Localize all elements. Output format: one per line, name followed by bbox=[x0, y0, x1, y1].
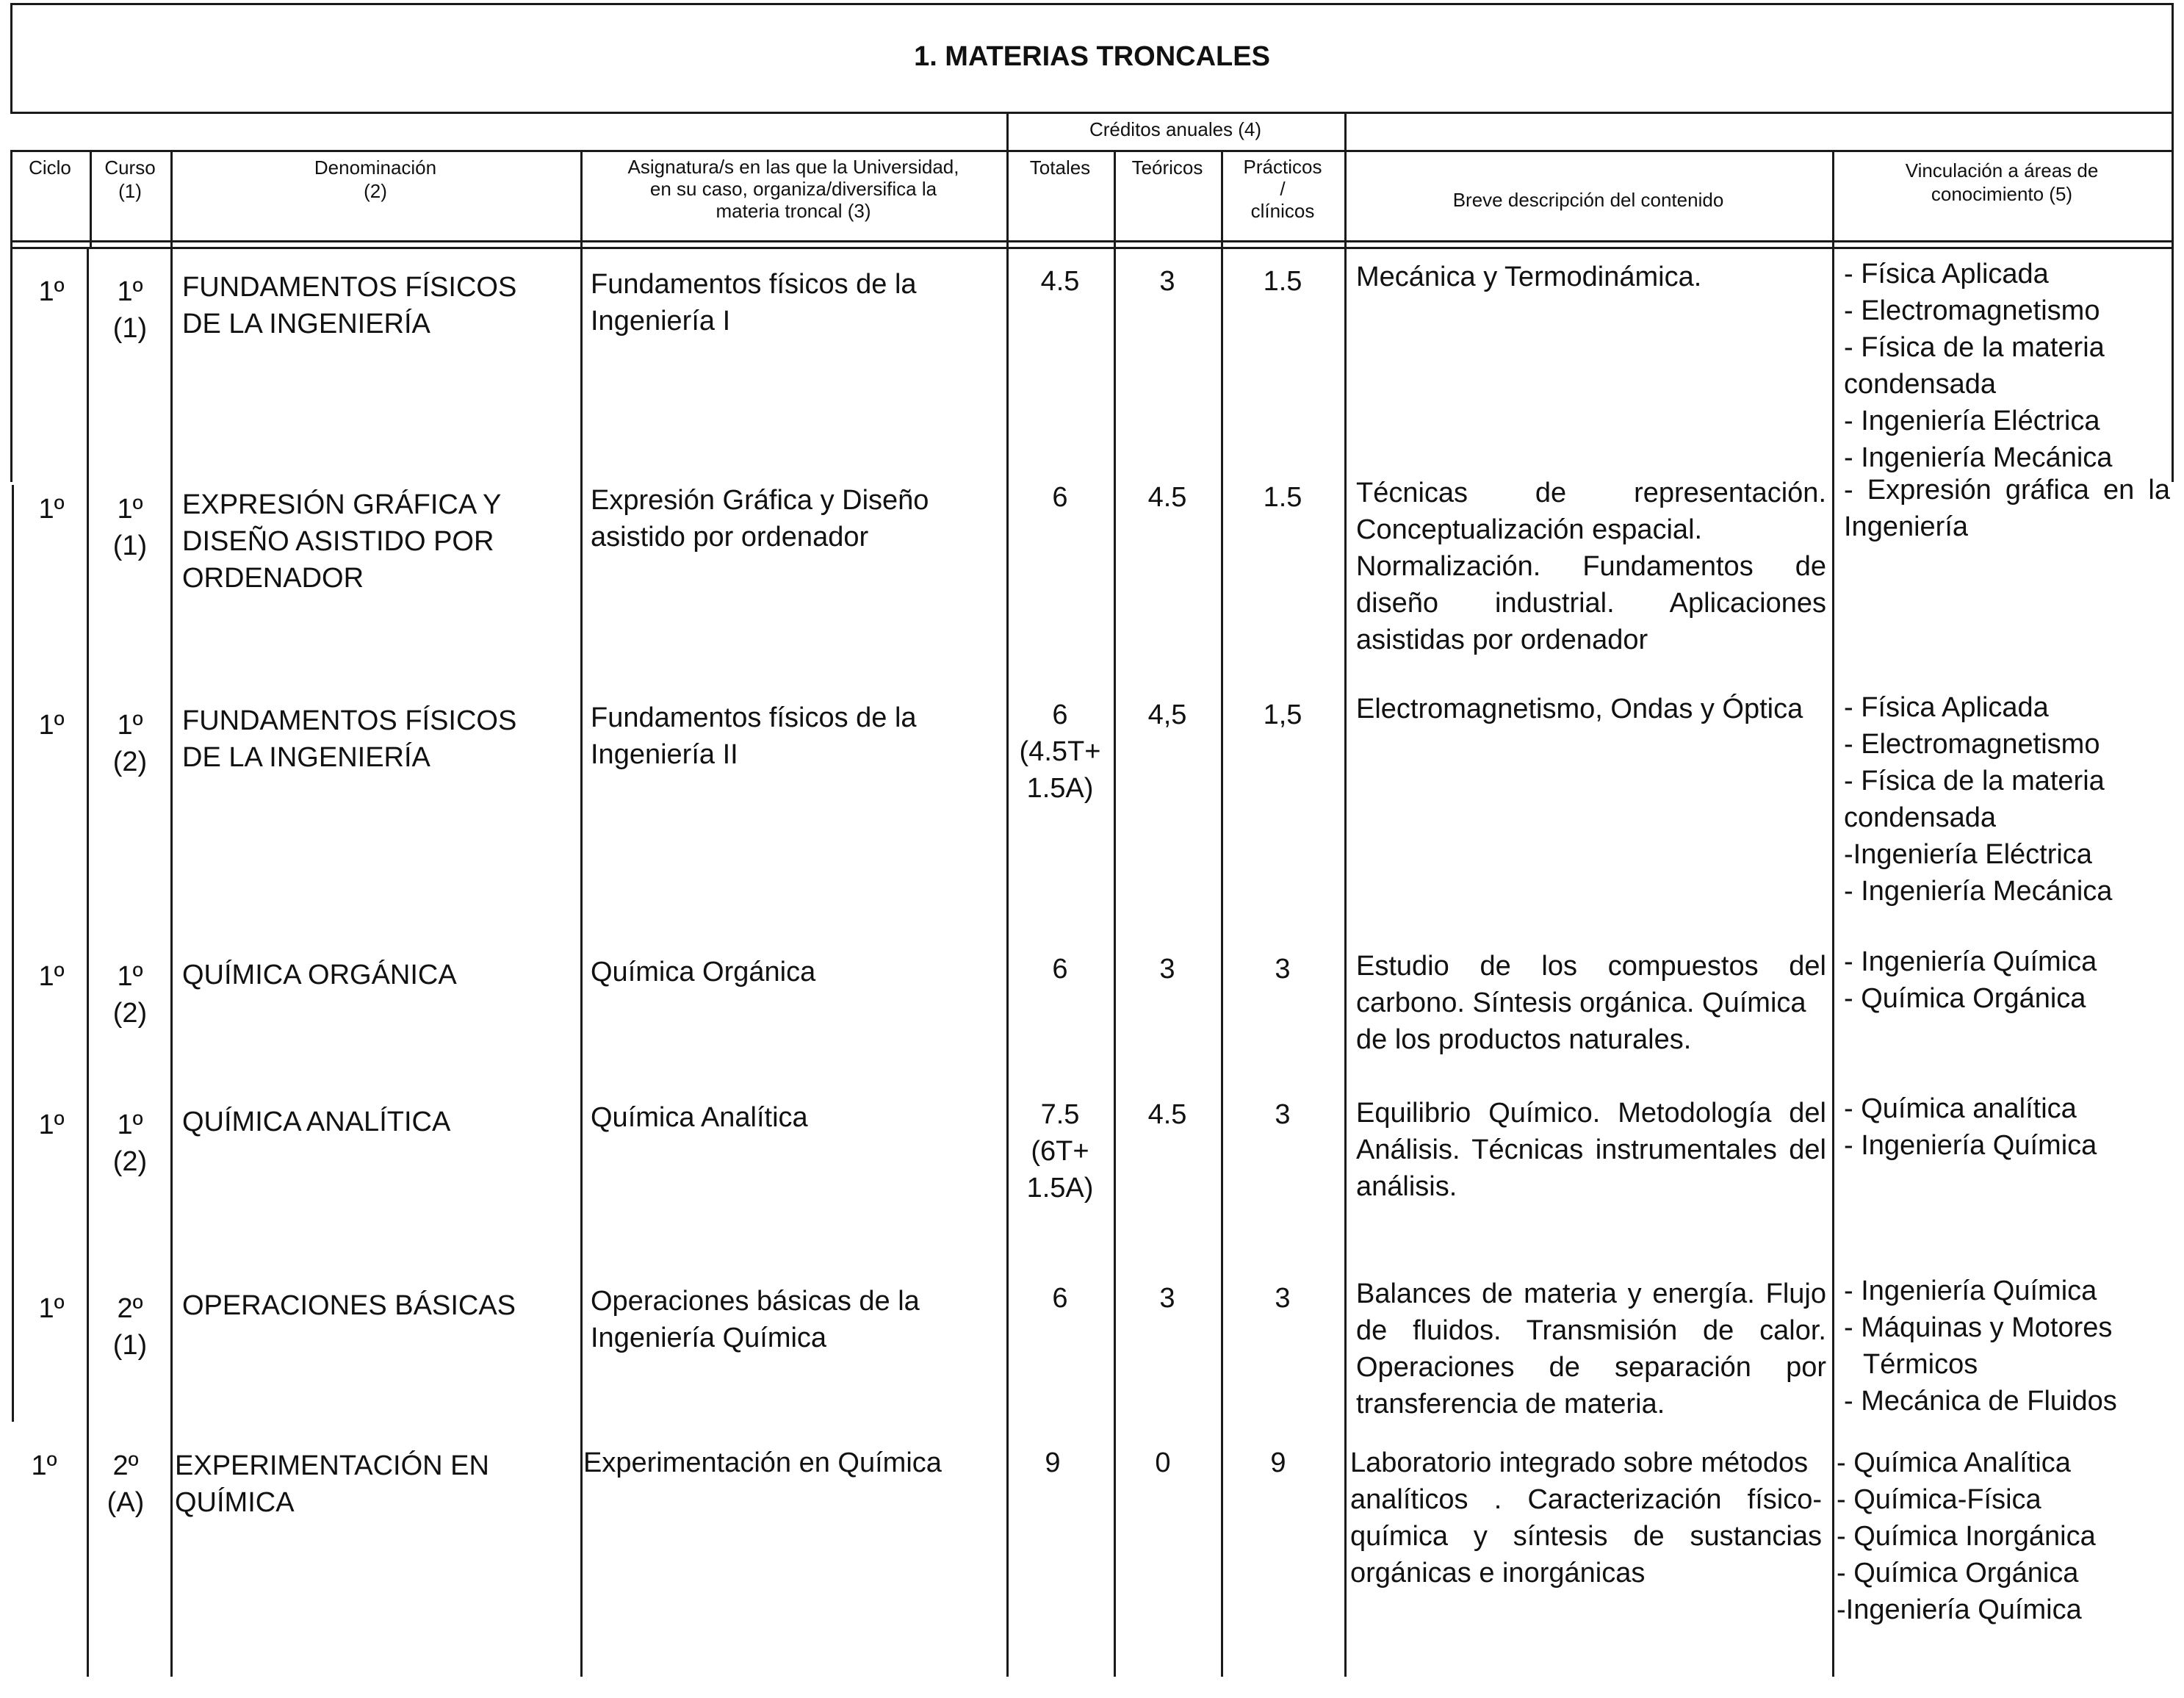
cell-denominacion bbox=[182, 702, 579, 776]
denominacion-line: EXPRESIÓN GRÁFICA Y bbox=[182, 489, 502, 520]
descripcion-line: Técnicas de representación. bbox=[1356, 478, 1826, 508]
area-item: condensada bbox=[1844, 369, 1997, 400]
totales-line: 6 bbox=[1052, 954, 1068, 985]
header-creditos: Créditos anuales (4) bbox=[1089, 118, 1262, 140]
cell-asignatura bbox=[591, 482, 1002, 555]
asignatura-line: Expresión Gráfica y Diseño bbox=[591, 485, 929, 516]
area-item: - Mecánica de Fluidos bbox=[1844, 1386, 2117, 1417]
cell-curso bbox=[90, 1290, 170, 1364]
area-item: - Química Orgánica bbox=[1837, 1558, 2079, 1589]
area-item: - Física de la materia bbox=[1844, 766, 2105, 796]
cell-denominacion bbox=[182, 957, 579, 993]
asignatura-line: asistido por ordenador bbox=[591, 522, 869, 553]
asignatura-line: Fundamentos físicos de la bbox=[591, 702, 917, 733]
descripcion-line: orgánicas e inorgánicas bbox=[1350, 1558, 1646, 1589]
asignatura-line: Química Analítica bbox=[591, 1102, 808, 1133]
cell-denominacion bbox=[182, 1287, 579, 1324]
rule-top bbox=[10, 3, 2174, 5]
totales-line: 1.5A) bbox=[1026, 1173, 1094, 1204]
cell-denominacion bbox=[182, 486, 579, 597]
cell-areas bbox=[1844, 472, 2170, 545]
header-curso-label: Curso bbox=[104, 157, 156, 179]
cell-practicos: 1,5 bbox=[1263, 699, 1302, 730]
area-item: - Electromagnetismo bbox=[1844, 295, 2100, 326]
denominacion-line: FUNDAMENTOS FÍSICOS bbox=[182, 705, 517, 736]
cell-curso-sub: (A) bbox=[107, 1487, 145, 1518]
cell-descripcion bbox=[1356, 1276, 1826, 1422]
area-item: - Física Aplicada bbox=[1844, 259, 2049, 289]
area-item: - Química Analítica bbox=[1837, 1447, 2071, 1478]
descripcion-line: analíticos . Caracterización físico- bbox=[1350, 1484, 1822, 1515]
cell-ciclo: 1º bbox=[38, 276, 65, 307]
descripcion-line: Estudio de los compuestos del bbox=[1356, 951, 1826, 982]
cell-totales bbox=[1006, 1280, 1114, 1317]
descripcion-line: de fluidos. Transmisión de calor. bbox=[1356, 1315, 1826, 1346]
cell-ciclo: 1º bbox=[38, 494, 65, 525]
area-item: Térmicos bbox=[1863, 1349, 1978, 1380]
cell-curso-sub: (2) bbox=[112, 1146, 148, 1177]
header-asignatura-line-3: materia troncal (3) bbox=[716, 200, 871, 222]
cell-curso-sub: (1) bbox=[112, 313, 148, 344]
cell-practicos: 1.5 bbox=[1263, 266, 1302, 297]
area-item: - Ingeniería Química bbox=[1844, 1276, 2097, 1306]
cell-descripcion bbox=[1356, 259, 1826, 295]
cell-practicos: 1.5 bbox=[1263, 482, 1302, 513]
descripcion-line: Laboratorio integrado sobre métodos bbox=[1350, 1447, 1809, 1478]
header-totales: Totales bbox=[1029, 157, 1091, 179]
cell-practicos: 9 bbox=[1270, 1447, 1286, 1478]
descripcion-line: Balances de materia y energía. Flujo bbox=[1356, 1278, 1826, 1309]
totales-line: 4.5 bbox=[1040, 266, 1080, 297]
area-item: - Ingeniería Química bbox=[1844, 1130, 2097, 1161]
totales-line: 6 bbox=[1052, 482, 1068, 513]
asignatura-line: Experimentación en Química bbox=[583, 1447, 942, 1478]
denominacion-line: OPERACIONES BÁSICAS bbox=[182, 1290, 516, 1321]
descripcion-line: asistidas por ordenador bbox=[1356, 625, 1648, 655]
cell-ciclo: 1º bbox=[38, 1293, 65, 1324]
cell-totales bbox=[1006, 263, 1114, 300]
cell-ciclo: 1º bbox=[31, 1450, 57, 1481]
asignatura-line: Operaciones básicas de la bbox=[591, 1286, 920, 1317]
totales-line: 6 bbox=[1052, 699, 1068, 730]
header-denominacion-label: Denominación bbox=[314, 157, 437, 179]
header-teoricos: Teóricos bbox=[1131, 157, 1203, 179]
cell-totales bbox=[1006, 479, 1114, 516]
descripcion-line: Equilibrio Químico. Metodología del bbox=[1356, 1098, 1826, 1129]
cell-denominacion bbox=[182, 269, 579, 342]
denominacion-line: ORDENADOR bbox=[182, 563, 364, 594]
cell-curso-value: 1º bbox=[117, 494, 143, 525]
descripcion-line: diseño industrial. Aplicaciones bbox=[1356, 588, 1826, 619]
cell-curso-value: 1º bbox=[117, 961, 143, 992]
rule-h-desc bbox=[1344, 112, 1347, 247]
cell-curso-sub: (2) bbox=[112, 998, 148, 1029]
cell-teoricos: 3 bbox=[1159, 1283, 1175, 1314]
totales-line: 6 bbox=[1052, 1283, 1068, 1314]
cell-areas bbox=[1844, 943, 2170, 1017]
cell-curso bbox=[90, 273, 170, 347]
area-item: - Ingeniería Química bbox=[1844, 946, 2097, 977]
denominacion-line: EXPERIMENTACIÓN EN bbox=[175, 1450, 489, 1481]
descripcion-line: Conceptualización espacial. bbox=[1356, 514, 1703, 545]
cell-curso-value: 1º bbox=[117, 276, 143, 307]
rule-b-asig bbox=[580, 247, 583, 1677]
cell-asignatura bbox=[583, 1445, 1002, 1481]
rule-credits-bottom bbox=[10, 150, 2174, 152]
area-item: - Física Aplicada bbox=[1844, 692, 2049, 723]
cell-curso-sub: (2) bbox=[112, 747, 148, 777]
descripcion-line: Análisis. Técnicas instrumentales del bbox=[1356, 1134, 1826, 1165]
header-practicos-line-3: clínicos bbox=[1250, 200, 1315, 222]
cell-areas bbox=[1844, 1090, 2170, 1164]
cell-curso-value: 2º bbox=[117, 1293, 143, 1324]
denominacion-line: QUÍMICA ORGÁNICA bbox=[182, 960, 457, 990]
cell-descripcion bbox=[1356, 475, 1826, 658]
descripcion-line: Mecánica y Termodinámica. bbox=[1356, 262, 1702, 292]
area-item: -Ingeniería Eléctrica bbox=[1844, 839, 2092, 870]
cell-curso-value: 2º bbox=[112, 1450, 139, 1481]
header-curso-note: (1) bbox=[118, 180, 142, 202]
cell-practicos: 3 bbox=[1275, 1099, 1291, 1130]
header-vinculacion-line-1: Vinculación a áreas de bbox=[1905, 159, 2099, 181]
descripcion-line: Electromagnetismo, Ondas y Óptica bbox=[1356, 694, 1803, 724]
header-vinculacion bbox=[1832, 159, 2172, 206]
area-item: condensada bbox=[1844, 802, 1997, 833]
cell-teoricos: 3 bbox=[1159, 954, 1175, 985]
denominacion-line: DE LA INGENIERÍA bbox=[182, 742, 430, 773]
area-item: - Electromagnetismo bbox=[1844, 729, 2100, 760]
cell-asignatura bbox=[591, 1099, 1002, 1136]
cell-practicos: 3 bbox=[1275, 1283, 1291, 1314]
area-item: - Ingeniería Mecánica bbox=[1844, 876, 2113, 907]
cell-asignatura bbox=[591, 954, 1002, 990]
asignatura-line: Ingeniería II bbox=[591, 739, 738, 770]
asignatura-line: Química Orgánica bbox=[591, 957, 816, 987]
area-item: - Química-Física bbox=[1837, 1484, 2041, 1515]
cell-ciclo: 1º bbox=[38, 710, 65, 741]
cell-curso bbox=[90, 491, 170, 564]
descripcion-line: química y síntesis de sustancias bbox=[1350, 1521, 1822, 1552]
cell-teoricos: 4,5 bbox=[1147, 699, 1187, 730]
rule-b-left bbox=[10, 247, 12, 482]
area-item: - Ingeniería Mecánica bbox=[1844, 442, 2113, 473]
cell-asignatura bbox=[591, 266, 1002, 339]
area-item: - Química Orgánica bbox=[1844, 983, 2086, 1014]
asignatura-line: Fundamentos físicos de la bbox=[591, 269, 917, 300]
cell-ciclo: 1º bbox=[38, 961, 65, 992]
cell-areas bbox=[1844, 1273, 2170, 1420]
denominacion-line: FUNDAMENTOS FÍSICOS bbox=[182, 272, 517, 303]
descripcion-line: Normalización. Fundamentos de bbox=[1356, 551, 1826, 582]
cell-totales bbox=[1006, 951, 1114, 987]
rule-body-top bbox=[10, 247, 2174, 249]
header-practicos-line-2: / bbox=[1280, 178, 1286, 200]
area-item: - Física de la materia bbox=[1844, 332, 2105, 363]
totales-line: (4.5T+ bbox=[1019, 736, 1101, 767]
rule-h-right bbox=[2172, 112, 2174, 247]
asignatura-line: Ingeniería I bbox=[591, 306, 731, 337]
rule-header-bottom bbox=[10, 240, 2174, 242]
area-item: - Química Inorgánica bbox=[1837, 1521, 2096, 1552]
rule-b-desc bbox=[1344, 247, 1347, 1677]
cell-curso bbox=[85, 1447, 166, 1521]
cell-curso bbox=[90, 1107, 170, 1180]
cell-areas bbox=[1844, 689, 2170, 910]
cell-totales bbox=[999, 1445, 1106, 1481]
header-ciclo: Ciclo bbox=[29, 157, 71, 179]
area-item: - Ingeniería Eléctrica bbox=[1844, 406, 2100, 436]
cell-asignatura bbox=[591, 1283, 1002, 1356]
descripcion-line: Operaciones de separación por bbox=[1356, 1352, 1826, 1383]
totales-line: 7.5 bbox=[1040, 1099, 1080, 1130]
cell-teoricos: 0 bbox=[1155, 1447, 1171, 1478]
area-item: Ingeniería bbox=[1844, 511, 1969, 542]
header-asignatura bbox=[580, 156, 1006, 222]
cell-descripcion bbox=[1356, 948, 1826, 1058]
totales-line: 1.5A) bbox=[1026, 773, 1094, 804]
denominacion-line: DE LA INGENIERÍA bbox=[182, 309, 430, 339]
cell-areas bbox=[1844, 256, 2170, 476]
cell-teoricos: 3 bbox=[1159, 266, 1175, 297]
cell-ciclo: 1º bbox=[38, 1109, 65, 1140]
header-asignatura-line-2: en su caso, organiza/diversifica la bbox=[649, 178, 937, 200]
totales-line: 9 bbox=[1045, 1447, 1061, 1478]
cell-curso-value: 1º bbox=[117, 1109, 143, 1140]
rule-b-right bbox=[2172, 247, 2174, 482]
totales-line: (6T+ bbox=[1031, 1136, 1089, 1167]
cell-curso bbox=[90, 958, 170, 1032]
rule-title-bottom bbox=[10, 112, 2174, 114]
cell-teoricos: 4.5 bbox=[1147, 1099, 1187, 1130]
denominacion-line: QUÍMICA ANALÍTICA bbox=[182, 1107, 451, 1137]
cell-asignatura bbox=[591, 699, 1002, 773]
cell-denominacion bbox=[175, 1447, 572, 1521]
header-asignatura-line-1: Asignatura/s en las que la Universidad, bbox=[627, 156, 959, 178]
descripcion-line: carbono. Síntesis orgánica. Química bbox=[1356, 987, 1806, 1018]
area-item: - Expresión gráfica en la bbox=[1844, 475, 2170, 506]
page-title: 1. MATERIAS TRONCALES bbox=[914, 41, 1270, 72]
cell-teoricos: 4.5 bbox=[1147, 482, 1187, 513]
area-item: - Máquinas y Motores bbox=[1844, 1312, 2113, 1343]
cell-denominacion bbox=[182, 1104, 579, 1140]
header-descripcion: Breve descripción del contenido bbox=[1452, 189, 1724, 211]
cell-curso bbox=[90, 707, 170, 780]
denominacion-line: DISEÑO ASISTIDO POR bbox=[182, 526, 494, 557]
cell-descripcion bbox=[1356, 691, 1826, 727]
header-vinculacion-line-2: conocimiento (5) bbox=[1931, 183, 2073, 205]
header-practicos bbox=[1221, 156, 1344, 222]
cell-descripcion bbox=[1350, 1445, 1822, 1591]
cell-totales bbox=[1006, 697, 1114, 807]
cell-curso-sub: (1) bbox=[112, 530, 148, 561]
header-curso bbox=[90, 156, 170, 203]
denominacion-line: QUÍMICA bbox=[175, 1487, 295, 1518]
rule-b-ciclo bbox=[12, 485, 14, 1422]
area-item: -Ingeniería Química bbox=[1837, 1594, 2082, 1625]
descripcion-line: análisis. bbox=[1356, 1171, 1457, 1202]
rule-b-denom bbox=[170, 247, 173, 1677]
area-item: - Química analítica bbox=[1844, 1093, 2077, 1124]
cell-areas bbox=[1837, 1445, 2163, 1628]
descripcion-line: transferencia de materia. bbox=[1356, 1389, 1665, 1420]
header-denominacion bbox=[170, 156, 580, 203]
rule-b-vinc bbox=[1832, 247, 1834, 1677]
cell-curso-sub: (1) bbox=[112, 1330, 148, 1361]
cell-practicos: 3 bbox=[1275, 954, 1291, 985]
asignatura-line: Ingeniería Química bbox=[591, 1323, 827, 1353]
cell-totales bbox=[1006, 1096, 1114, 1206]
cell-descripcion bbox=[1356, 1095, 1826, 1205]
header-denominacion-note: (2) bbox=[364, 180, 387, 202]
descripcion-line: de los productos naturales. bbox=[1356, 1024, 1692, 1055]
header-practicos-line-1: Prácticos bbox=[1243, 156, 1322, 178]
cell-curso-value: 1º bbox=[117, 710, 143, 741]
